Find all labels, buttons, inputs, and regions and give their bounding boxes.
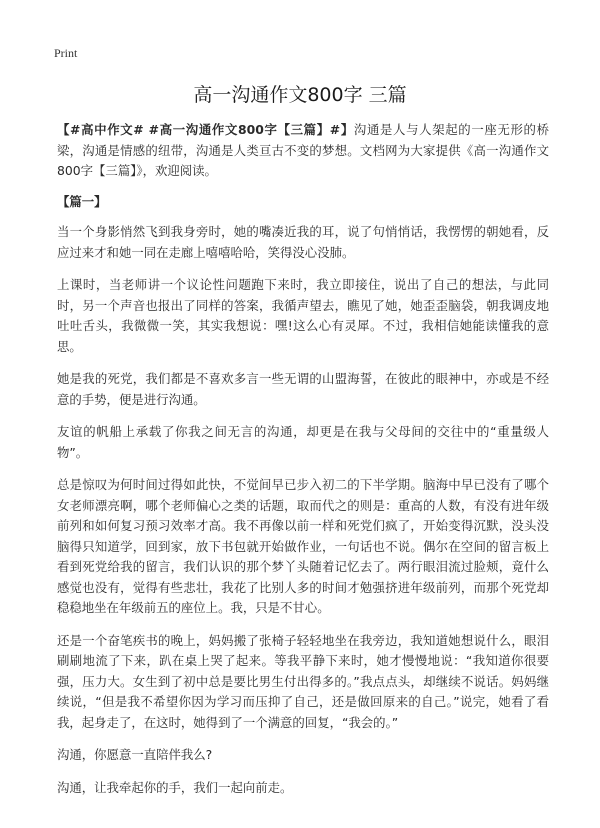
intro-text: 沟通是人与人架起的一座无形的桥梁，沟通是情感的纽带，沟通是人类亘古不变的梦想。文档网为大家提供《高一沟通作文800字【三篇】》，欢迎阅读。 bbox=[57, 122, 549, 178]
body-paragraph-8: 沟通，让我牵起你的手，我们一起向前走。 bbox=[57, 779, 293, 795]
page-title: 高一沟通作文800字 三篇 bbox=[193, 84, 407, 106]
body-paragraph-7: 沟通，你愿意一直陪伴我么? bbox=[57, 747, 213, 762]
body-paragraph-1: 当一个身影悄然飞到我身旁时，她的嘴凑近我的耳，说了句悄悄话，我愣愣的朝她看，反应过来才和她一同在走廊上嘻嘻哈哈，笑得没心没肺。 bbox=[57, 224, 549, 260]
body-paragraph-2: 上课时，当老师讲一个议论性问题跑下来时，我立即接住，说出了自己的想法，与此同时，另一个声音也报出了同样的答案，我循声望去，瞧见了她，她歪歪脑袋，朝我调皮地吐吐舌头，我微微一笑，其实我想说：嘿!这么心有灵犀。不过，我相信她能读懂我的意思。 bbox=[57, 277, 549, 354]
body-paragraph-3: 她是我的死党，我们都是不喜欢多言一些无谓的山盟海誓，在彼此的眼神中，亦或是不经意的手势，便是进行沟通。 bbox=[57, 371, 549, 407]
intro-tags: 【#高中作文# #高一沟通作文800字【三篇】#】 bbox=[57, 122, 354, 137]
body-paragraph-6: 还是一个奋笔疾书的晚上，妈妈搬了张椅子轻轻地坐在我旁边，我知道她想说什么，眼泪刷刷地流了下来，趴在桌上哭了起来。等我平静下来时，她才慢慢地说：“我知道你很要强，压力大。女生到了初中总是要比男生付出得多的。”我点点头，却继续不说话。妈妈继续说，“但是我不希望你因为学习而压抑了自己，还是做回原来的自己。”说完，她看了看我，起身走了，在这时，她得到了一个满意的回复，“我会的。” bbox=[57, 632, 549, 730]
body-paragraph-4: 友谊的帆船上承载了你我之间无言的沟通，却更是在我与父母间的交往中的“重量级人物”。 bbox=[57, 424, 549, 460]
intro-paragraph bbox=[57, 120, 549, 182]
print-label: Print bbox=[54, 46, 78, 60]
body-paragraph-5: 总是惊叹为何时间过得如此快，不觉间早已步入初二的下半学期。脑海中早已没有了哪个女老师漂亮啊，哪个老师偏心之类的话题，取而代之的则是：重高的人数，有没有进年级前列和如何复习预习效率才高。我不再像以前一样和死党们疯了，开始变得沉默，没头没脑得只知道学，回到家，放下书包就开始做作业，一句话也不说。偶尔在空间的留言板上看到死党给我的留言，我们认识的那个梦丫头随着记忆去了。两行眼泪流过脸颊，竟什么感觉也没有，觉得有些悲壮，我花了比别人多的时间才勉强挤进年级前列，而那个死党却稳稳地坐在年级前五的座位上。我，只是不甘心。 bbox=[57, 477, 549, 615]
article-body bbox=[57, 120, 549, 810]
section-heading: 【篇一】 bbox=[57, 193, 107, 209]
